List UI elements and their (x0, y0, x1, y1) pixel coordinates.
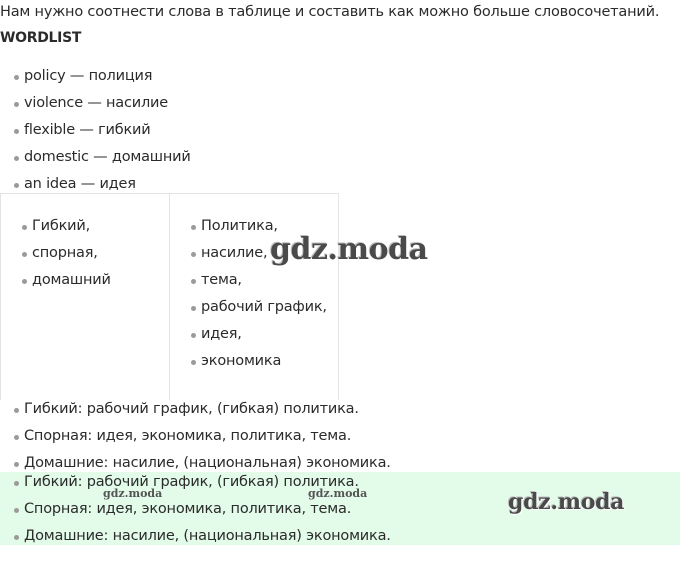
table-divider (169, 194, 170, 400)
watermark-small: gdz.moda (308, 487, 368, 500)
answer-item: Гибкий: рабочий график, (гибкая) политика. (12, 396, 391, 423)
table-column-adjectives (20, 213, 111, 294)
table-cell-item: тема, (189, 267, 327, 294)
wordlist-item: domestic — домашний (12, 144, 191, 171)
table-cell-item: Гибкий, (20, 213, 111, 240)
wordlist-item: flexible — гибкий (12, 117, 191, 144)
highlighted-answers-list (12, 469, 391, 550)
wordlist-item: violence — насилие (12, 90, 191, 117)
answer-item: Спорная: идея, экономика, политика, тема. (12, 496, 391, 523)
table-cell-item: насилие, (189, 240, 327, 267)
intro-text: Нам нужно соотнести слова в таблице и составить как можно больше словосочетаний. (0, 4, 660, 20)
table-cell-item: идея, (189, 321, 327, 348)
wordlist-heading: WORDLIST (0, 30, 82, 46)
table-cell-item: экономика (189, 348, 327, 375)
watermark-small: gdz.moda (103, 487, 163, 500)
answer-item: Спорная: идея, экономика, политика, тема. (12, 423, 391, 450)
answers-list (12, 396, 391, 477)
table-cell-item: домашний (20, 267, 111, 294)
wordlist (12, 63, 191, 198)
table-cell-item: спорная, (20, 240, 111, 267)
answer-item: Домашние: насилие, (национальная) экономика. (12, 450, 391, 477)
watermark-logo-corner: gdz.moda (508, 489, 625, 515)
wordlist-item: policy — полиция (12, 63, 191, 90)
table-cell-item: рабочий график, (189, 294, 327, 321)
table-cell-item: Политика, (189, 213, 327, 240)
answer-item: Домашние: насилие, (национальная) экономика. (12, 523, 391, 550)
wordlist-item: an idea — идея (12, 171, 191, 198)
watermark-logo: gdz.moda (270, 232, 428, 267)
answer-item: Гибкий: рабочий график, (гибкая) политика. (12, 469, 391, 496)
